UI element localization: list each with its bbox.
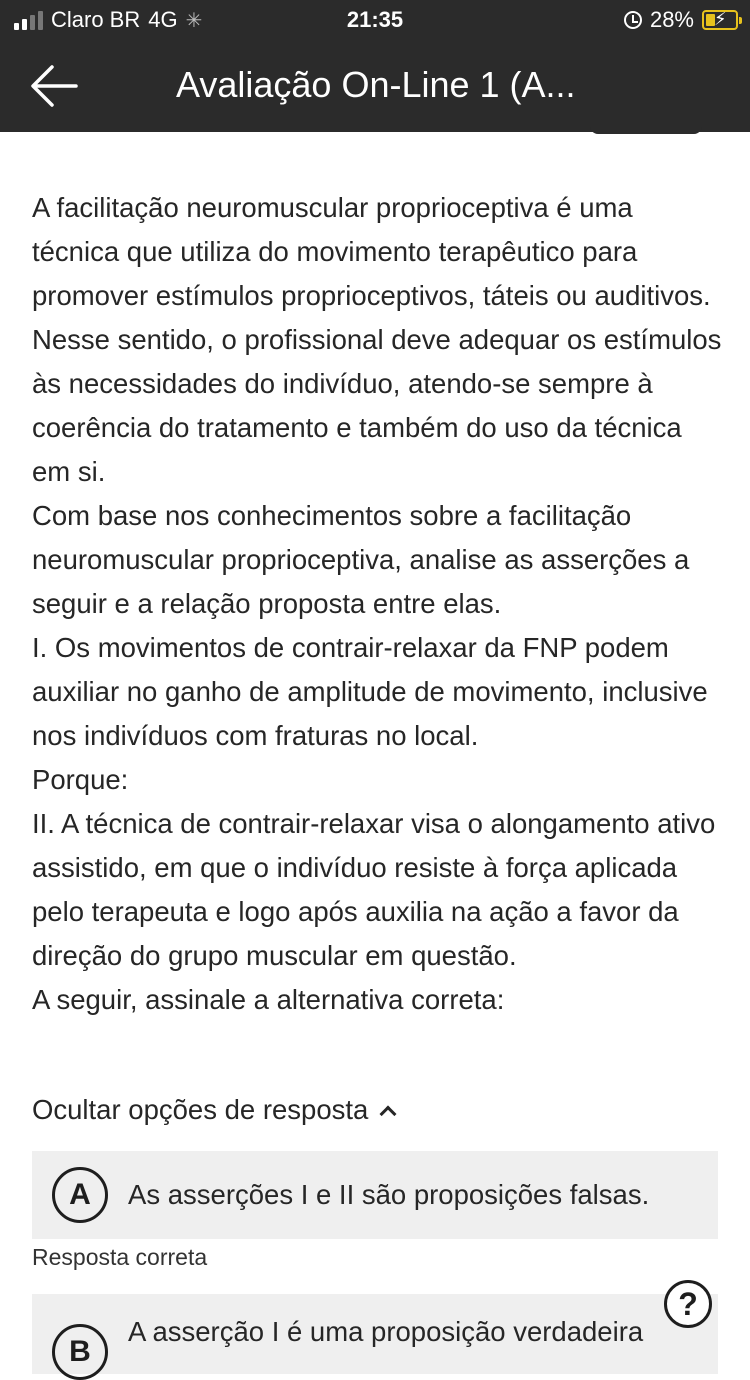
option-text-a: As asserções I e II são proposições falsas. [128,1179,650,1210]
toggle-label: Ocultar opções de resposta [32,1094,369,1125]
help-icon: ? [678,1285,698,1322]
question-paragraph: Porque: [32,764,129,795]
app-bar-tab-edge [590,126,702,134]
loading-icon: ✳ [185,9,203,32]
arrow-left-icon [22,58,86,114]
assertion-2: II. A técnica de contrair-relaxar visa o alongamento ativo assistido, em que o indivíduo resiste à força aplicada pelo terapeuta e logo após auxilia na ação a favor da direção do grupo muscular em questão. [32,808,716,971]
carrier-name: Claro BR [51,7,141,32]
option-text-b: A asserção I é uma proposição verdadeira [128,1316,644,1347]
question-instruction: A seguir, assinale a alternativa correta: [32,984,505,1015]
alarm-icon [624,11,642,29]
correct-answer-label: Resposta correta [32,1244,208,1270]
answer-option-b[interactable] [32,1294,718,1374]
page-title: Avaliação On-Line 1 (A... [176,64,576,105]
option-letter-a: A [52,1167,108,1223]
hide-answers-toggle[interactable] [32,1094,394,1126]
status-bar [0,0,750,40]
help-button[interactable] [664,1280,712,1328]
assertion-1: I. Os movimentos de contrair-relaxar da FNP podem auxiliar no ganho de amplitude de movimento, inclusive nos indivíduos com fraturas no local. [32,632,708,751]
clock: 21:35 [346,7,404,32]
back-button[interactable] [22,58,86,114]
network-type: 4G [148,7,178,32]
question-text [32,186,722,1022]
chevron-up-icon [380,1106,397,1123]
question-paragraph: A facilitação neuromuscular proprioceptiva é uma técnica que utiliza do movimento terapêutico para promover estímulos proprioceptivos, táteis ou auditivos. Nesse sentido, o profissional deve adequar os estímulos às necessidades do indivíduo, atendo-se sempre à coerência do tratamento e também do uso da técnica em si. [32,192,722,487]
option-letter-b: B [52,1324,108,1380]
battery-charging-icon: ⚡ [702,10,738,30]
answer-option-a[interactable] [32,1151,718,1239]
question-paragraph: Com base nos conhecimentos sobre a facilitação neuromuscular proprioceptiva, analise as asserções a seguir e a relação proposta entre elas. [32,500,690,619]
battery-percent: 28% [649,7,694,32]
question-body [32,186,722,1022]
app-bar [0,40,750,132]
